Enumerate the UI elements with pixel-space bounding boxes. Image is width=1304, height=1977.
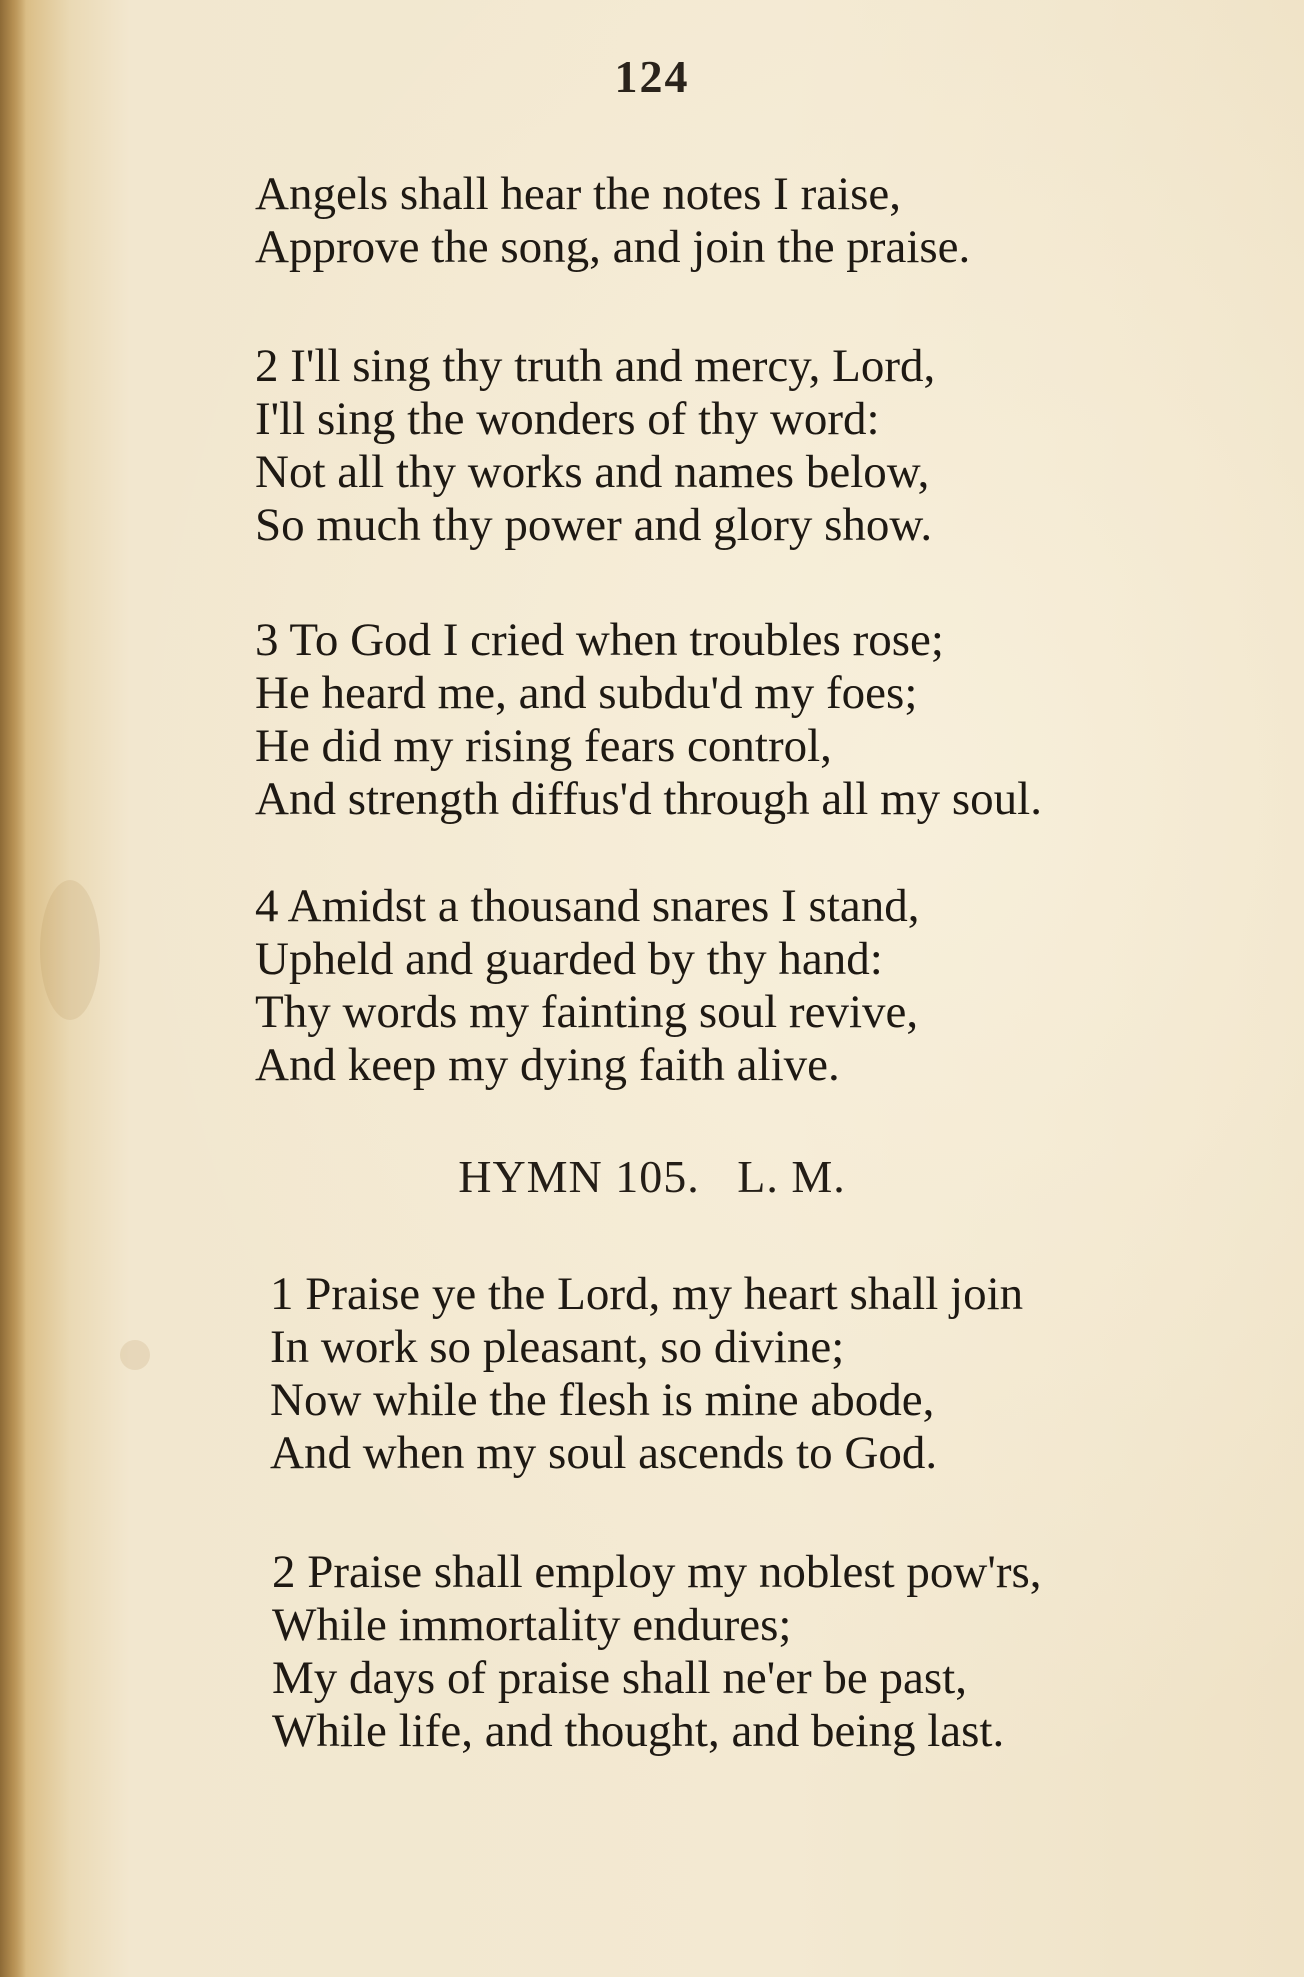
verse-line: Upheld and guarded by thy hand: xyxy=(255,933,883,985)
verse-line: Thy words my fainting soul revive, xyxy=(255,986,919,1038)
stanza-4 xyxy=(255,880,1255,1092)
verse-line: 3 To God I cried when troubles rose; xyxy=(255,614,944,666)
hymn-title: HYMN 105. L. M. xyxy=(458,1151,846,1202)
verse-line: Not all thy works and names below, xyxy=(255,446,930,498)
verse-line: While immortality endures; xyxy=(272,1599,792,1651)
hymn-105-stanza-1 xyxy=(270,1268,1270,1480)
stanza-2 xyxy=(255,340,1255,552)
verse-line: So much thy power and glory show. xyxy=(255,499,933,551)
verse-line: 2 Praise shall employ my noblest pow'rs, xyxy=(272,1546,1042,1598)
page-number: 124 xyxy=(614,51,690,102)
continuation-lines xyxy=(255,168,1255,274)
paper-stain xyxy=(40,880,100,1020)
verse-line: My days of praise shall ne'er be past, xyxy=(272,1652,967,1704)
verse-line: Angels shall hear the notes I raise, xyxy=(255,168,902,220)
verse-line: 1 Praise ye the Lord, my heart shall join xyxy=(270,1268,1024,1320)
verse-line: And when my soul ascends to God. xyxy=(270,1427,938,1479)
verse-line: In work so pleasant, so divine; xyxy=(270,1321,845,1373)
stanza-3 xyxy=(255,614,1255,826)
page-spine-edge xyxy=(0,0,26,1977)
hymn-105-stanza-2 xyxy=(272,1546,1272,1758)
verse-line: I'll sing the wonders of thy word: xyxy=(255,393,880,445)
verse-line: 2 I'll sing thy truth and mercy, Lord, xyxy=(255,340,936,392)
verse-line: Now while the flesh is mine abode, xyxy=(270,1374,935,1426)
verse-line: And strength diffus'd through all my soul. xyxy=(255,773,1042,825)
verse-line: Approve the song, and join the praise. xyxy=(255,221,971,273)
verse-line: 4 Amidst a thousand snares I stand, xyxy=(255,880,920,932)
verse-line: He did my rising fears control, xyxy=(255,720,832,772)
verse-line: He heard me, and subdu'd my foes; xyxy=(255,667,918,719)
verse-line: And keep my dying faith alive. xyxy=(255,1039,840,1091)
verse-line: While life, and thought, and being last. xyxy=(272,1705,1005,1757)
paper-stain xyxy=(120,1340,150,1370)
